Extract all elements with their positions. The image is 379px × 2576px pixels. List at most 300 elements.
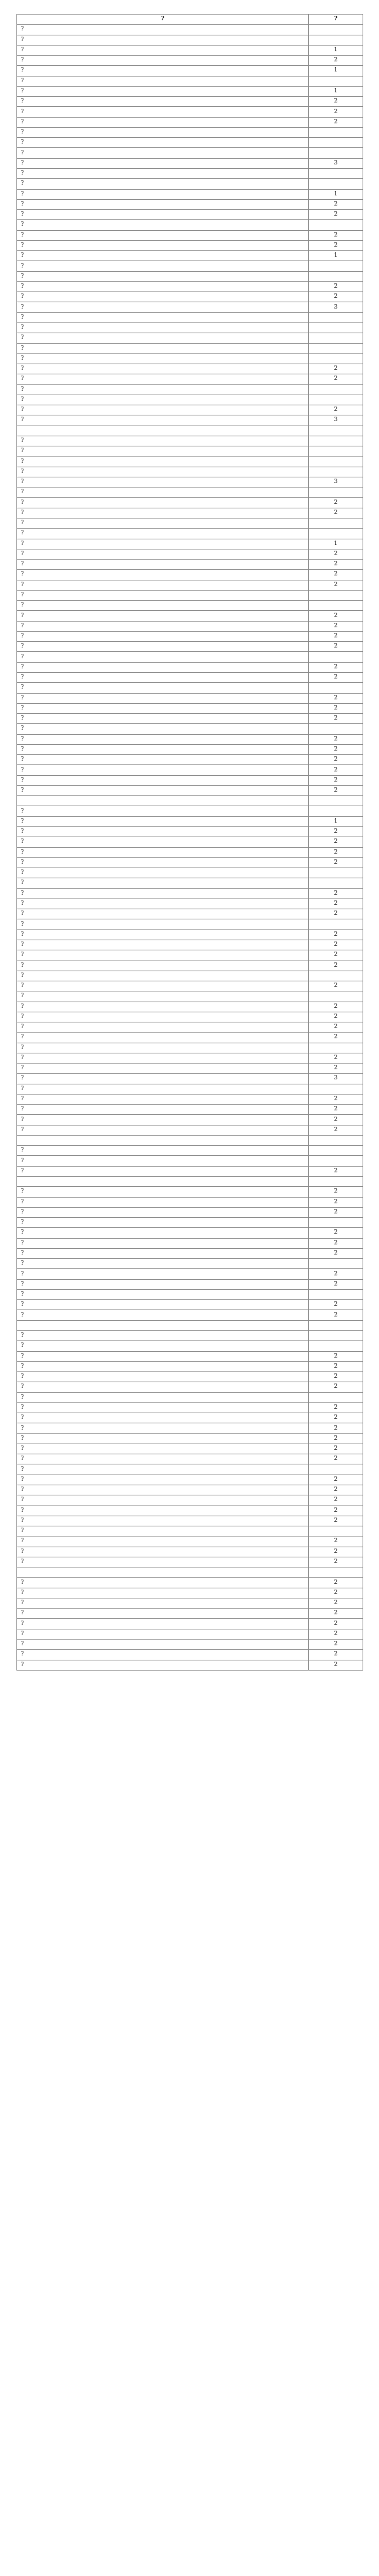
row-level: 2 <box>309 1557 363 1567</box>
row-level: 2 <box>309 1516 363 1526</box>
table-row <box>17 353 363 364</box>
row-content: ? <box>17 210 309 220</box>
row-content: ? <box>17 919 309 929</box>
row-content: ? <box>17 981 309 991</box>
row-level: 2 <box>309 1444 363 1454</box>
row-level: 2 <box>309 785 363 795</box>
table-row <box>17 1156 363 1166</box>
column-header-level: ? <box>309 15 363 25</box>
row-level <box>309 271 363 281</box>
table-row <box>17 1207 363 1217</box>
row-content: ? <box>17 549 309 559</box>
row-level: 2 <box>309 1248 363 1258</box>
row-level <box>309 919 363 929</box>
row-content: ? <box>17 56 309 66</box>
row-content: ? <box>17 189 309 199</box>
table-row <box>17 508 363 518</box>
table-row <box>17 1279 363 1289</box>
row-level <box>309 1156 363 1166</box>
row-content: ? <box>17 322 309 333</box>
table-row <box>17 1125 363 1135</box>
row-content: ? <box>17 488 309 498</box>
row-content: ? <box>17 1433 309 1444</box>
row-level <box>309 467 363 477</box>
row-content: ? <box>17 1392 309 1402</box>
row-level: 2 <box>309 1012 363 1022</box>
row-level: 2 <box>309 1639 363 1649</box>
table-row <box>17 960 363 971</box>
row-content: ? <box>17 1516 309 1526</box>
row-level <box>309 1392 363 1402</box>
row-level <box>309 488 363 498</box>
table-row <box>17 1629 363 1639</box>
row-level: 2 <box>309 744 363 754</box>
row-level: 2 <box>309 775 363 785</box>
row-level: 1 <box>309 45 363 55</box>
row-content: ? <box>17 785 309 795</box>
table-row <box>17 1506 363 1516</box>
row-level: 2 <box>309 755 363 765</box>
row-level: 2 <box>309 1598 363 1608</box>
table-row <box>17 1238 363 1248</box>
row-content: ? <box>17 765 309 775</box>
table-row <box>17 333 363 343</box>
row-content: ? <box>17 611 309 621</box>
table-row <box>17 570 363 580</box>
row-content: ? <box>17 1064 309 1074</box>
row-level: 2 <box>309 56 363 66</box>
row-content: ? <box>17 693 309 703</box>
row-content: ? <box>17 1187 309 1197</box>
table-row <box>17 364 363 374</box>
row-level: 2 <box>309 1053 363 1063</box>
row-content: ? <box>17 878 309 888</box>
row-content: ? <box>17 1248 309 1258</box>
table-row <box>17 724 363 734</box>
row-level <box>309 1289 363 1299</box>
table-row <box>17 179 363 189</box>
row-level <box>309 724 363 734</box>
table-row <box>17 826 363 837</box>
table-row <box>17 1187 363 1197</box>
table-row <box>17 467 363 477</box>
row-level: 2 <box>309 364 363 374</box>
row-level: 2 <box>309 621 363 631</box>
row-content: ? <box>17 1588 309 1598</box>
row-content: ? <box>17 508 309 518</box>
table-row <box>17 868 363 878</box>
row-level: 2 <box>309 693 363 703</box>
row-content: ? <box>17 755 309 765</box>
row-content: ? <box>17 909 309 919</box>
row-level <box>309 343 363 353</box>
row-content: ? <box>17 1639 309 1649</box>
table-row <box>17 1022 363 1033</box>
row-content: ? <box>17 1526 309 1536</box>
row-content: ? <box>17 1341 309 1351</box>
table-row <box>17 1248 363 1258</box>
row-content: ? <box>17 436 309 446</box>
row-content: ? <box>17 1289 309 1299</box>
row-content: ? <box>17 395 309 405</box>
table-row <box>17 539 363 549</box>
row-content: ? <box>17 467 309 477</box>
table-row <box>17 590 363 600</box>
row-level: 2 <box>309 1433 363 1444</box>
row-content: ? <box>17 1310 309 1320</box>
row-level: 2 <box>309 642 363 652</box>
row-level: 2 <box>309 281 363 291</box>
row-content: ? <box>17 621 309 631</box>
row-level <box>309 353 363 364</box>
row-content: ? <box>17 415 309 426</box>
row-level: 2 <box>309 240 363 250</box>
table-row <box>17 919 363 929</box>
row-level <box>309 395 363 405</box>
row-level: 2 <box>309 1506 363 1516</box>
row-level: 2 <box>309 1609 363 1619</box>
table-row <box>17 1012 363 1022</box>
row-level: 2 <box>309 570 363 580</box>
row-content: ? <box>17 1094 309 1104</box>
table-row <box>17 251 363 261</box>
table-row <box>17 1289 363 1299</box>
table-row <box>17 302 363 312</box>
row-content: ? <box>17 652 309 662</box>
row-level: 3 <box>309 477 363 487</box>
table-row <box>17 847 363 857</box>
table-row <box>17 1033 363 1043</box>
table-row <box>17 888 363 899</box>
row-content <box>17 1177 309 1187</box>
row-content: ? <box>17 498 309 508</box>
table-row <box>17 683 363 693</box>
table-row <box>17 1557 363 1567</box>
row-level: 2 <box>309 734 363 744</box>
row-content: ? <box>17 76 309 86</box>
row-content: ? <box>17 1207 309 1217</box>
table-row <box>17 744 363 754</box>
row-level: 2 <box>309 826 363 837</box>
row-level: 2 <box>309 1650 363 1660</box>
row-content: ? <box>17 1454 309 1464</box>
row-level: 1 <box>309 189 363 199</box>
row-content: ? <box>17 1125 309 1135</box>
row-content: ? <box>17 1485 309 1495</box>
row-content: ? <box>17 97 309 107</box>
row-content: ? <box>17 1043 309 1053</box>
row-content: ? <box>17 1238 309 1248</box>
row-content: ? <box>17 744 309 754</box>
row-content: ? <box>17 1361 309 1371</box>
row-level: 2 <box>309 837 363 847</box>
row-level <box>309 868 363 878</box>
row-content: ? <box>17 138 309 148</box>
row-level: 1 <box>309 539 363 549</box>
row-level <box>309 127 363 137</box>
row-content: ? <box>17 457 309 467</box>
row-level: 3 <box>309 302 363 312</box>
row-level <box>309 652 363 662</box>
row-content: ? <box>17 539 309 549</box>
row-content: ? <box>17 1475 309 1485</box>
table-row <box>17 76 363 86</box>
table-row <box>17 220 363 230</box>
row-level: 2 <box>309 1300 363 1310</box>
row-content: ? <box>17 199 309 209</box>
row-level <box>309 25 363 35</box>
row-level <box>309 179 363 189</box>
table-row <box>17 271 363 281</box>
row-content: ? <box>17 1629 309 1639</box>
row-level: 2 <box>309 1547 363 1557</box>
table-row <box>17 415 363 426</box>
table-row <box>17 1598 363 1608</box>
table-row <box>17 281 363 291</box>
row-content: ? <box>17 1536 309 1547</box>
row-level: 2 <box>309 405 363 415</box>
row-level: 2 <box>309 1310 363 1320</box>
table-row <box>17 1588 363 1598</box>
table-row <box>17 785 363 795</box>
table-row <box>17 1609 363 1619</box>
row-level <box>309 312 363 322</box>
table-row <box>17 1413 363 1423</box>
table-row <box>17 940 363 950</box>
row-level: 2 <box>309 498 363 508</box>
row-content: ? <box>17 1372 309 1382</box>
row-level: 2 <box>309 1166 363 1176</box>
row-level: 2 <box>309 929 363 940</box>
table-row <box>17 518 363 529</box>
row-level <box>309 384 363 395</box>
table-row <box>17 1177 363 1187</box>
row-level <box>309 446 363 457</box>
row-content: ? <box>17 251 309 261</box>
table-row <box>17 35 363 45</box>
table-row <box>17 384 363 395</box>
table-row <box>17 991 363 1002</box>
table-row <box>17 1433 363 1444</box>
row-content: ? <box>17 107 309 117</box>
row-level: 2 <box>309 1115 363 1125</box>
row-level: 1 <box>309 66 363 76</box>
table-row <box>17 1135 363 1145</box>
row-content: ? <box>17 25 309 35</box>
row-level: 2 <box>309 1187 363 1197</box>
row-level: 3 <box>309 415 363 426</box>
row-content: ? <box>17 1002 309 1012</box>
table-row <box>17 755 363 765</box>
table-row <box>17 1053 363 1063</box>
row-content: ? <box>17 1300 309 1310</box>
row-level: 1 <box>309 816 363 826</box>
table-row <box>17 45 363 55</box>
row-level <box>309 878 363 888</box>
row-level: 2 <box>309 1064 363 1074</box>
row-content: ? <box>17 888 309 899</box>
row-content: ? <box>17 1033 309 1043</box>
table-row <box>17 1475 363 1485</box>
row-content: ? <box>17 384 309 395</box>
table-row <box>17 374 363 384</box>
row-level: 2 <box>309 1094 363 1104</box>
table-header-row <box>17 15 363 25</box>
row-content: ? <box>17 1259 309 1269</box>
row-level: 2 <box>309 765 363 775</box>
row-level: 2 <box>309 1351 363 1361</box>
row-level <box>309 796 363 806</box>
table-row <box>17 127 363 137</box>
row-level <box>309 148 363 158</box>
table-row <box>17 1495 363 1506</box>
row-content: ? <box>17 1279 309 1289</box>
table-row <box>17 1650 363 1660</box>
row-content: ? <box>17 590 309 600</box>
table-row <box>17 1043 363 1053</box>
row-level: 2 <box>309 1105 363 1115</box>
row-content: ? <box>17 950 309 960</box>
table-row <box>17 878 363 888</box>
row-level: 2 <box>309 1588 363 1598</box>
table-row <box>17 86 363 96</box>
table-row <box>17 1361 363 1371</box>
row-content: ? <box>17 991 309 1002</box>
row-content: ? <box>17 312 309 322</box>
row-level: 2 <box>309 1002 363 1012</box>
row-content: ? <box>17 662 309 672</box>
row-content: ? <box>17 353 309 364</box>
row-content: ? <box>17 1105 309 1115</box>
row-content: ? <box>17 899 309 909</box>
row-content: ? <box>17 117 309 127</box>
table-row <box>17 693 363 703</box>
syllabus-page <box>16 14 363 1671</box>
row-content: ? <box>17 1269 309 1279</box>
table-row <box>17 261 363 271</box>
table-row <box>17 1300 363 1310</box>
table-row <box>17 107 363 117</box>
table-row <box>17 560 363 570</box>
table-row <box>17 837 363 847</box>
row-content: ? <box>17 580 309 590</box>
row-level <box>309 168 363 178</box>
row-level: 2 <box>309 940 363 950</box>
row-level: 2 <box>309 230 363 240</box>
row-content: ? <box>17 971 309 981</box>
table-row <box>17 950 363 960</box>
table-row <box>17 703 363 713</box>
row-level <box>309 1177 363 1187</box>
table-row <box>17 1536 363 1547</box>
row-level <box>309 590 363 600</box>
table-row <box>17 97 363 107</box>
row-level <box>309 436 363 446</box>
row-content: ? <box>17 292 309 302</box>
row-level: 2 <box>309 909 363 919</box>
table-row <box>17 642 363 652</box>
row-level <box>309 333 363 343</box>
row-content: ? <box>17 1495 309 1506</box>
row-level <box>309 76 363 86</box>
table-row <box>17 1660 363 1670</box>
table-row <box>17 477 363 487</box>
table-row <box>17 1578 363 1588</box>
row-level: 2 <box>309 1228 363 1238</box>
row-level: 2 <box>309 899 363 909</box>
row-content: ? <box>17 826 309 837</box>
row-content: ? <box>17 857 309 868</box>
row-content: ? <box>17 230 309 240</box>
table-row <box>17 1115 363 1125</box>
row-level: 2 <box>309 888 363 899</box>
row-content: ? <box>17 271 309 281</box>
row-content: ? <box>17 1619 309 1629</box>
row-level <box>309 806 363 816</box>
row-level <box>309 1259 363 1269</box>
table-row <box>17 549 363 559</box>
row-content: ? <box>17 960 309 971</box>
table-row <box>17 117 363 127</box>
row-level <box>309 35 363 45</box>
row-level <box>309 683 363 693</box>
table-row <box>17 138 363 148</box>
row-content <box>17 426 309 436</box>
table-row <box>17 1105 363 1115</box>
row-level: 2 <box>309 117 363 127</box>
table-row <box>17 1002 363 1012</box>
row-level: 2 <box>309 508 363 518</box>
table-row <box>17 488 363 498</box>
table-row <box>17 322 363 333</box>
row-level: 2 <box>309 292 363 302</box>
syllabus-table <box>16 14 363 1671</box>
row-level <box>309 261 363 271</box>
row-content: ? <box>17 816 309 826</box>
row-level: 1 <box>309 86 363 96</box>
row-level: 2 <box>309 1022 363 1033</box>
row-content: ? <box>17 1156 309 1166</box>
row-level <box>309 322 363 333</box>
row-content: ? <box>17 179 309 189</box>
table-row <box>17 66 363 76</box>
table-row <box>17 929 363 940</box>
table-row <box>17 457 363 467</box>
table-row <box>17 343 363 353</box>
row-level: 2 <box>309 107 363 117</box>
row-content: ? <box>17 1547 309 1557</box>
row-level <box>309 1526 363 1536</box>
row-content: ? <box>17 703 309 713</box>
row-content: ? <box>17 1444 309 1454</box>
row-level: 2 <box>309 1372 363 1382</box>
row-content: ? <box>17 374 309 384</box>
row-content: ? <box>17 940 309 950</box>
table-row <box>17 1619 363 1629</box>
row-level <box>309 1320 363 1330</box>
table-row <box>17 529 363 539</box>
row-level: 2 <box>309 1660 363 1670</box>
table-row <box>17 1074 363 1084</box>
table-row <box>17 292 363 302</box>
table-row <box>17 1382 363 1392</box>
row-level: 1 <box>309 251 363 261</box>
row-content: ? <box>17 405 309 415</box>
row-level <box>309 1135 363 1145</box>
row-level <box>309 991 363 1002</box>
row-level <box>309 426 363 436</box>
table-row <box>17 662 363 672</box>
